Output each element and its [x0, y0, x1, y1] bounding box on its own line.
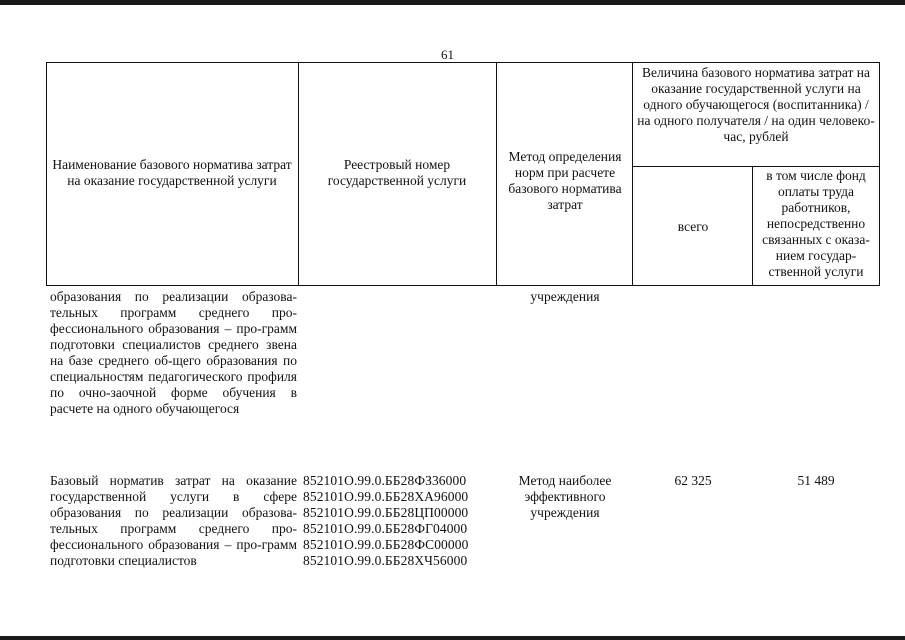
- registry-code: 852101О.99.0.ББ28ХА96000: [303, 489, 469, 504]
- registry-code: 852101О.99.0.ББ28ФГ04000: [303, 521, 468, 536]
- registry-code: 852101О.99.0.ББ28ФС00000: [303, 537, 469, 552]
- row-name: образования по реализации образова-тельных программ среднего про-фессионального образования – про-грамм подготовки специалистов среднего звена на базе среднего об-щего образования по специальностям педагогического профиля по очно-заочной форме обучения в расчете на одного обучающегося: [50, 289, 297, 416]
- registry-code: 852101О.99.0.ББ28ЦП00000: [303, 505, 469, 520]
- header-total: всего: [677, 219, 709, 234]
- header-registry: Реестровый номер государственной услуги: [327, 157, 467, 188]
- row-incl: 51 489: [797, 473, 835, 488]
- row-total: 62 325: [674, 473, 712, 488]
- header-name: Наименование базового норматива затрат на оказание государственной услуги: [52, 157, 292, 188]
- header-value: Величина базового норматива затрат на оказание государственной услуги на одного обучающегося (воспитанника) / на одного получателя / на один человеко-час, рублей: [637, 65, 875, 144]
- row-method: учреждения: [530, 289, 600, 304]
- row-method: Метод наиболее эффективного учреждения: [518, 473, 612, 520]
- row-name: Базовый норматив затрат на оказание государственной услуги в сфере образования по реализации образова-тельных программ среднего про-фессионального образования – про-грамм подготовки специалистов: [50, 473, 297, 568]
- header-method: Метод определения норм при расчете базового норматива затрат: [508, 149, 622, 212]
- registry-code: 852101О.99.0.ББ28ХЧ56000: [303, 553, 468, 568]
- page-number: 61: [441, 47, 454, 62]
- row-codes: [303, 473, 498, 569]
- bottom-border: [0, 636, 905, 640]
- top-border: [0, 0, 905, 5]
- header-incl: в том числе фонд оплаты труда работников, непосредственно связанных с оказа-нием государ-ственной услуги: [762, 168, 870, 279]
- registry-code: 852101О.99.0.ББ28ФЗ36000: [303, 473, 467, 488]
